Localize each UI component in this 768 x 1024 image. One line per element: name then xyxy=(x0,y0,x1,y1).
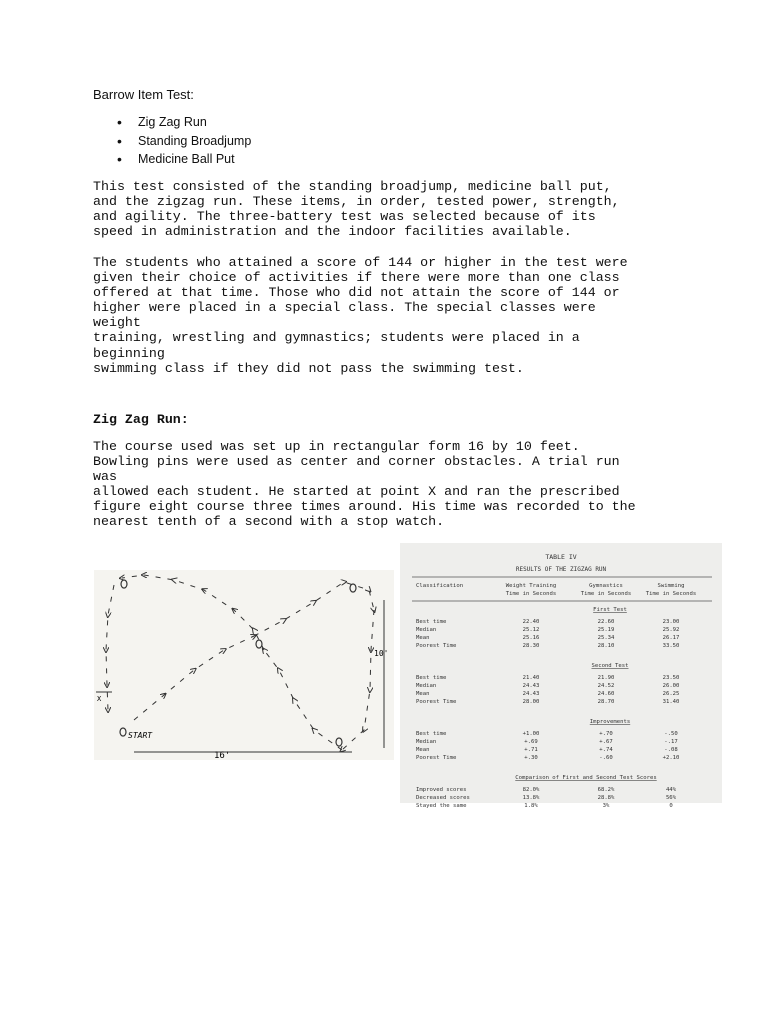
row-label: Median xyxy=(416,627,437,633)
row-label: Decreased scores xyxy=(416,795,470,801)
table-cell: 26.25 xyxy=(662,691,680,697)
section-heading: Comparison of First and Second Test Scores xyxy=(515,775,657,781)
table-cell: 28.70 xyxy=(597,699,615,705)
zigzag-course-diagram xyxy=(94,570,394,760)
test-items-list xyxy=(117,113,251,169)
section-heading: Barrow Item Test: xyxy=(93,87,194,102)
table-cell: 33.50 xyxy=(662,643,680,649)
table-cell: -.08 xyxy=(664,747,678,753)
row-label: Improved scores xyxy=(416,787,467,793)
table-title: TABLE IV xyxy=(545,553,577,561)
table-cell: +.30 xyxy=(524,755,538,761)
table-subtitle: RESULTS OF THE ZIGZAG RUN xyxy=(515,566,607,573)
table-cell: 25.92 xyxy=(662,627,680,633)
row-label: Mean xyxy=(416,635,430,641)
row-label: Best time xyxy=(416,731,447,737)
table-cell: 28.00 xyxy=(522,699,540,705)
table-cell: -.60 xyxy=(599,755,613,761)
table-cell: +.70 xyxy=(599,731,613,737)
list-item: • Standing Broadjump xyxy=(117,132,251,151)
pin-top-left xyxy=(121,580,127,588)
table-cell: 21.90 xyxy=(597,675,615,681)
table-cell: 13.8% xyxy=(522,795,540,801)
table-cell: 23.50 xyxy=(662,675,680,681)
table-cell: 26.17 xyxy=(662,635,680,641)
table-cell: 22.40 xyxy=(522,619,540,625)
paragraph-test-description: This test consisted of the standing broadjump, medicine ball put, and the zigzag run. These items, in order, tested power, strength, and agility. The three-battery test was selected because of its speed in administration and the indoor facilities available. xyxy=(93,179,620,240)
table-cell: 31.40 xyxy=(662,699,680,705)
start-label: START xyxy=(128,731,153,740)
table-cell: 25.12 xyxy=(522,627,540,633)
width-label: 16' xyxy=(214,751,231,761)
table-cell: 24.60 xyxy=(597,691,615,697)
table-cell: 24.43 xyxy=(522,691,540,697)
table-cell: -.17 xyxy=(664,739,678,745)
table-cell: 26.00 xyxy=(662,683,680,689)
table-cell: 28.30 xyxy=(522,643,540,649)
table-cell: +.74 xyxy=(599,747,613,753)
table-cell: +2.10 xyxy=(662,755,680,761)
table-cell: +1.00 xyxy=(522,731,540,737)
table-cell: 23.00 xyxy=(662,619,680,625)
table-cell: +.71 xyxy=(524,747,538,753)
table-cell: 28.8% xyxy=(597,795,615,801)
pin-bottom-right xyxy=(336,738,342,746)
column-header: Time in Seconds xyxy=(505,591,557,597)
table-cell: +.67 xyxy=(599,739,613,745)
column-header: Gymnastics xyxy=(589,583,623,589)
table-cell: 82.0% xyxy=(522,787,540,793)
row-label: Mean xyxy=(416,747,430,753)
table-cell: 44% xyxy=(665,787,677,793)
pin-markers xyxy=(120,580,356,746)
list-item: • Medicine Ball Put xyxy=(117,150,251,169)
row-label: Best time xyxy=(416,675,447,681)
row-label: Median xyxy=(416,739,437,745)
column-header: Classification xyxy=(416,583,464,589)
row-label: Mean xyxy=(416,691,430,697)
table-cell: 25.34 xyxy=(597,635,615,641)
table-cell: 3% xyxy=(602,803,610,809)
paragraph-class-placement: The students who attained a score of 144 or higher in the test were given their choice of activities if there were more than one class offered at that time. Those who did not attain the score of 144 or higher were placed in a special class. The special classes were weight training, wrestling and gymnastics; students were placed in a beginning swimming class if they did not pass the swimming test. xyxy=(93,255,628,376)
paragraph-course-description: The course used was set up in rectangular form 16 by 10 feet. Bowling pins were used as center and corner obstacles. A trial run was allowed each student. He started at point X and ran the prescribed figure eight course three times around. His time was recorded to the nearest tenth of a second with a stop watch. xyxy=(93,439,636,530)
table-cell: 24.52 xyxy=(597,683,615,689)
section-heading: Improvements xyxy=(589,719,631,725)
list-item: • Zig Zag Run xyxy=(117,113,251,132)
results-table-figure xyxy=(400,543,722,809)
table-cell: 24.43 xyxy=(522,683,540,689)
course-path xyxy=(106,575,374,750)
column-header: Time in Seconds xyxy=(645,591,697,597)
column-header: Time in Seconds xyxy=(580,591,632,597)
table-cell: 25.19 xyxy=(597,627,615,633)
table-cell: -.50 xyxy=(664,731,678,737)
row-label: Stayed the same xyxy=(416,803,467,809)
table-cell: 0 xyxy=(669,803,673,809)
row-label: Best time xyxy=(416,619,447,625)
table-cell: 68.2% xyxy=(597,787,615,793)
section-heading: First Test xyxy=(593,607,627,613)
pin-top-right xyxy=(350,584,356,592)
pin-start xyxy=(120,728,126,736)
zigzag-section-title: Zig Zag Run: xyxy=(93,412,189,427)
table-cell: 21.40 xyxy=(522,675,540,681)
corner-mark: X xyxy=(97,695,102,703)
column-header: Swimming xyxy=(657,583,685,589)
row-label: Median xyxy=(416,683,437,689)
row-label: Poorest Time xyxy=(416,643,457,649)
table-cell: 1.8% xyxy=(524,803,538,809)
table-cell: 28.10 xyxy=(597,643,615,649)
height-label: 10' xyxy=(374,649,389,658)
row-label: Poorest Time xyxy=(416,755,457,761)
table-cell: 22.60 xyxy=(597,619,615,625)
table-cell: 56% xyxy=(665,795,677,801)
column-header: Weight Training xyxy=(505,583,557,589)
table-cell: 25.16 xyxy=(522,635,540,641)
row-label: Poorest Time xyxy=(416,699,457,705)
table-cell: +.69 xyxy=(524,739,538,745)
pin-center xyxy=(256,640,262,648)
section-heading: Second Test xyxy=(591,663,629,669)
